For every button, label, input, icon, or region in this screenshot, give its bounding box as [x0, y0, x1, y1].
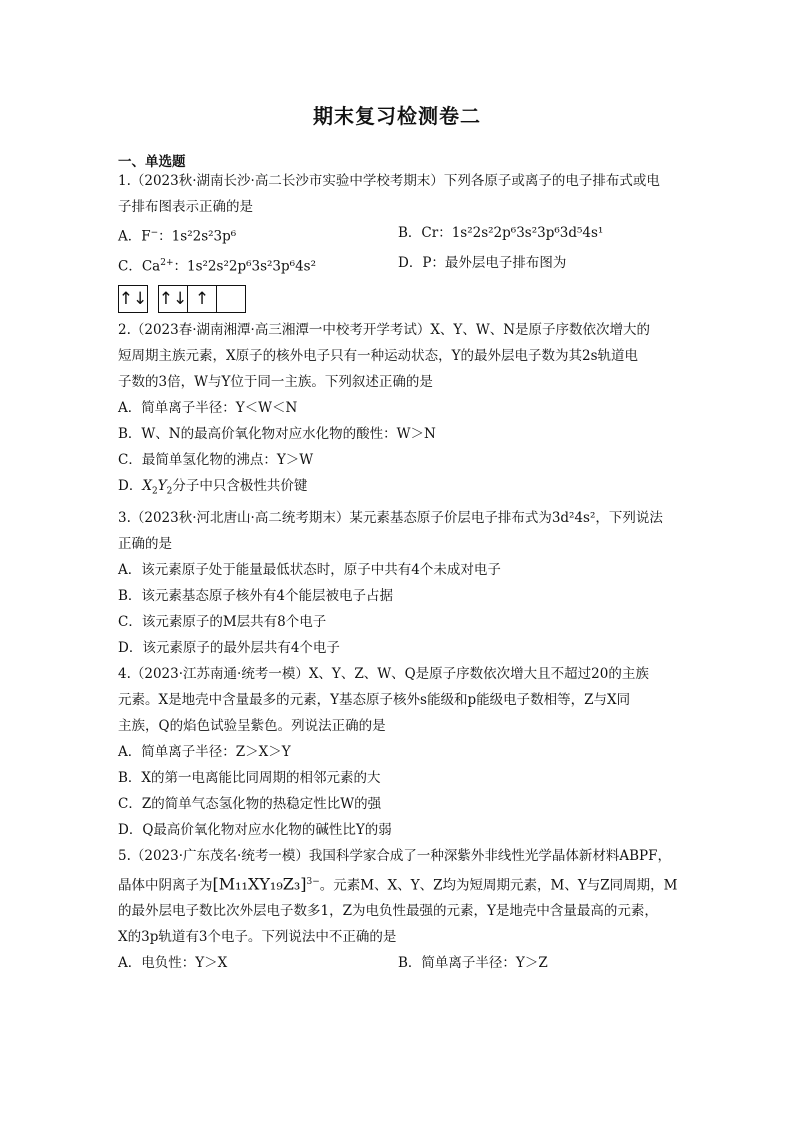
question-4-option-d: D．Q最高价氧化物对应水化物的碱性比Y的弱: [118, 821, 392, 838]
question-5-stem-line2: 晶体中阴离子为$[M_{11}XY_{19}Z_3]^{3-}$。元素M、X、Y、Z均为短周期元素，M、Y与Z同周期，M: [118, 874, 678, 894]
orbital-diagram: [118, 285, 683, 313]
question-3-option-b: B．该元素基态原子核外有4个能层被电子占据: [118, 587, 394, 604]
question-1-option-c: C．$Ca^{2+}$：1s²2s²2p⁶3s²3p⁶4s²: [118, 257, 317, 274]
question-3-option-d: D．该元素原子的最外层共有4个电子: [118, 639, 340, 656]
question-4-option-b: B．X的第一电离能比同周期的相邻元素的大: [118, 769, 381, 786]
question-2-option-b: B．W、N的最高价氧化物对应水化物的酸性：W＞N: [118, 426, 436, 442]
orbital-cell: ↑↓: [118, 288, 148, 309]
question-1: [118, 168, 683, 313]
question-3-option-c: C．该元素原子的M层共有8个电子: [118, 613, 327, 630]
question-5-option-a: A．电负性：Y＞X: [118, 955, 228, 972]
question-1-stem-line2: 子排布图表示正确的是: [118, 199, 253, 215]
question-5-option-b: B．简单离子半径：Y＞Z: [398, 955, 548, 972]
question-5: [118, 843, 683, 977]
orbital-3p-box: [158, 285, 246, 313]
question-1-option-b: B．Cr：1s²2s²2p⁶3s²3p⁶3d⁵4s¹: [398, 225, 604, 241]
question-1-option-a: A．F−：1s²2s²3p⁶: [118, 228, 237, 245]
anion-formula: [M₁₁XY₁₉Z₃]: [212, 874, 307, 894]
question-2-stem-line2: 短周期主族元素，X原子的核外电子只有一种运动状态，Y的最外层电子数为其2s轨道电: [118, 348, 639, 364]
question-2-option-a: A．简单离子半径：Y＜W＜N: [118, 400, 298, 416]
question-1-stem-line1: 1.（2023秋·湖南长沙·高二长沙市实验中学校考期末）下列各原子或离子的电子排布式或电: [118, 173, 660, 189]
page-title: 期末复习检测卷二: [313, 104, 481, 128]
question-4-stem-line1: 4.（2023·江苏南通·统考一模）X、Y、Z、W、Q是原子序数依次增大且不超过20的主族: [118, 665, 649, 682]
question-4: [118, 661, 683, 843]
question-2-stem-line1: 2.（2023春·湖南湘潭·高三湘潭一中校考开学考试）X、Y、W、N是原子序数依次增大的: [118, 322, 651, 338]
question-4-option-a: A．简单离子半径：Z＞X＞Y: [118, 743, 291, 760]
question-3-option-a: A．该元素原子处于能量最低状态时，原子中共有4个未成对电子: [118, 561, 501, 578]
question-2-option-c: C．最简单氢化物的沸点：Y＞W: [118, 452, 314, 468]
orbital-3s-box: [118, 285, 148, 313]
orbital-cell: ↑↓: [159, 286, 188, 312]
question-4-stem-line2: 元素。X是地壳中含量最多的元素，Y基态原子核外s能级和p能级电子数相等，Z与X同: [118, 691, 631, 708]
section-heading: 一、单选题: [118, 154, 186, 170]
question-5-stem-line3: 的最外层电子数比次外层电子数多1，Z为电负性最强的元素，Y是地壳中含量最高的元素，: [118, 903, 658, 920]
orbital-cell: ↑: [188, 286, 217, 312]
question-2-option-d: D．$X_2Y_2$分子中只含极性共价键: [118, 478, 308, 497]
question-5-stem-line1: 5.（2023·广东茂名·统考一模）我国科学家合成了一种深紫外非线性光学晶体新材料ABPF，: [118, 847, 671, 864]
question-4-stem-line3: 主族，Q的焰色试验呈紫色。列说法正确的是: [118, 717, 386, 734]
question-3-stem-line1: 3.（2023秋·河北唐山·高二统考期末）某元素基态原子价层电子排布式为3d²4s²，下列说法: [118, 509, 663, 526]
question-3: [118, 505, 683, 661]
question-2: [118, 317, 683, 505]
question-1-option-d: D．P：最外层电子排布图为: [398, 254, 567, 271]
question-4-option-c: C．Z的简单气态氢化物的热稳定性比W的强: [118, 795, 382, 812]
question-list: [118, 168, 683, 976]
question-2-stem-line3: 子数的3倍，W与Y位于同一主族。下列叙述正确的是: [118, 374, 433, 390]
question-5-stem-line4: X的3p轨道有3个电子。下列说法中不正确的是: [118, 929, 397, 946]
question-3-stem-line2: 正确的是: [118, 535, 172, 552]
orbital-cell: [217, 286, 245, 312]
